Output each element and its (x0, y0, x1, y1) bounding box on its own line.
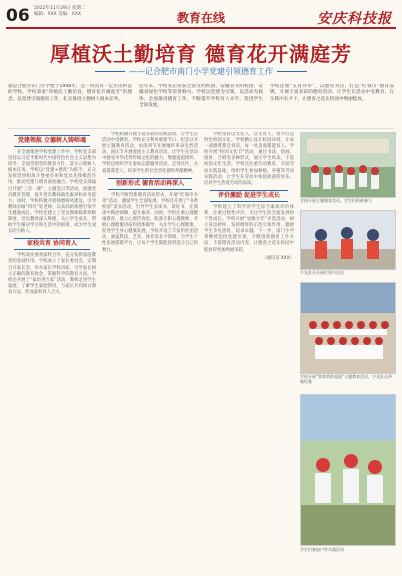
intro-column: 都是合肥市东门小学建于1948年，是一所具有一定历史积淀的学校。学校秉承“厚植沃土勤培育，德育花开满庭芳”的理念，以党建引领德育工作，扎实推进立德树人根本任务。 (8, 84, 132, 102)
section-subtitle (210, 190, 288, 202)
article-column-2 (102, 132, 198, 570)
body-text: 学校不断创新德育活动形式，开展“红领巾争章”活动，激励学生全面发展。学校还开展了“书香校园”读书活动，引导学生多读书、读好书，在阅读中陶冶情操、提升素养。同时，学校注重心理健康教育，建立心理咨询室，配备专职心理教师，开展心理健康讲座和团体辅导，关注学生心理健康，促进学生身心健康发展。学校开设了丰富的社团活动，涵盖科技、艺术、体育等多个领域，为学生个性发展搭建平台，让每个学生都能找到适合自己的舞台。 (102, 192, 198, 253)
article-headline: 厚植沃土勤培育 德育花开满庭芳 (50, 42, 352, 66)
page-header (0, 0, 402, 30)
body-text: 在全面推进学校党建工作中，学校党支部坚持以习近平新时代中国特色社会主义思想为指导，全面贯彻党的教育方针，落实立德树人根本任务。学校以“党建+德育”为抓手，充分发挥党组织战斗堡垒作用和党员先锋模范作用，推动党建与德育深度融合。学校党支部通过开展“三会一课”、主题党日等活动，加强党员教育管理，提升党员教师政治素养和业务能力。同时，学校积极开展师德师风建设，引导教师争做“四有”好老师，以高尚的师德引领学生健康成长。学校还建立了党员教师联系班级制度，党员教师深入班级，关心学生成长，帮助学生解决学习和生活中的困难，成为学生成长的引路人。 (8, 150, 96, 235)
intro-column: 学校注重“五育并举”，以德育为首，打造“红领巾”德育品牌，开展丰富多彩的德育活动，让学生在活动中受教育、在实践中长才干，让德育之花在校园中绚丽绽放。 (270, 84, 394, 102)
body-text: 学校积极开展丰富多彩的实践活动，让学生在活动中受教育。学校充分利用重要节日、纪念日开展主题教育活动，如清明节开展缅怀革命先烈活动，国庆节开展爱国主义教育活动，让学生在活动中感受中华优秀传统文化的魅力，增强爱国情怀。学校还组织学生参加志愿服务活动，走进社区，关爱孤寡老人，培养学生的社会责任感和奉献精神。 (102, 132, 198, 174)
section-subtitle (108, 178, 192, 190)
editor-line: 编辑：XXX 美编：XXX (34, 12, 81, 17)
page-number: 06 (6, 6, 30, 26)
photo-students (300, 210, 396, 270)
divider (8, 128, 394, 129)
section-subtitle (14, 238, 90, 250)
article-subhead: ——记合肥市南门小学党建引领德育工作 (0, 66, 402, 77)
body-text: 学校高度重视家校合作，充分发挥家庭教育的基础作用。学校成立了家长委员会，定期召开家长会，举办家长学校讲座，引导家长树立正确的教育观念，掌握科学的教育方法。学校还开展了“家访进万家”活动，教师走进学生家庭，了解学生家庭情况，与家长共同探讨教育方法，形成家校育人合力。 (8, 253, 96, 295)
photo-caption: 学校开展“我和我的祖国”主题教育活动，少先队员齐唱红歌 (300, 374, 393, 384)
byline: （通讯员 XXX） (262, 255, 294, 261)
body-text: 学校建立了科学的学生综合素质评价体系，注重过程性评价，关注学生的全面发展和个性成长。学校开展“星级少年”评选活动，树立身边榜样，发挥榜样的示范引领作用，激励学生争先创优、追求卓越。下一步，南门小学将继续坚持党建引领，不断创新德育工作方法，丰富德育活动内容，让德育之花在校园中绽放得更加绚丽多彩。 (204, 204, 294, 253)
photo-outdoor (300, 394, 396, 546)
section-subtitle (14, 135, 90, 147)
subtitle-text: 家校共育 协同育人 (26, 240, 78, 248)
subtitle-text: 创新形式 德育活动再深入 (115, 179, 185, 187)
subtitle-text: 党建领航 立德树人铸师魂 (17, 137, 87, 144)
section-title: 教育在线 (176, 11, 225, 25)
photo-choir (300, 282, 396, 374)
body-text: 学校坚持以文化人，以文育人，着力打造特色校园文化。学校精心设计校园环境，让每一面墙壁都会说话，每一处景观都能育人。学校开展“校园文化节”活动，通过书法、绘画、演讲、合唱等多种形式，展示学生风采，丰富校园文化生活。学校还注重劳动教育，开辟劳动实践基地，组织学生参加种植、养殖等劳动实践活动，让学生在劳动中体验收获的快乐，培养学生热爱劳动的品质。 (204, 132, 294, 186)
photo-caption: 少先队员开展红领巾活动 (300, 270, 344, 275)
photo-caption: 学校开展主题德育活动，学生们积极参与 (300, 198, 372, 203)
article-column-3 (204, 132, 294, 570)
subtitle-text: 评价激励 促进学生成长 (217, 191, 281, 199)
issue-date: 2022年11月29日 星期二 (34, 6, 86, 11)
article-column-1 (8, 132, 96, 570)
article-intro (8, 84, 394, 124)
intro-column: 近年来，学校先后荣获全国文明校园、安徽省文明校园、安徽省绿色学校等荣誉称号。学校以党建为引领，以活动为载体，全面推进德育工作，不断提升学校育人水平，促进学生全面发展。 (139, 84, 263, 108)
header-divider (6, 27, 396, 29)
newspaper-masthead: 安庆科技报 (317, 11, 392, 27)
photo-group-activity (300, 132, 396, 198)
photo-caption: 学生们参加户外实践活动 (300, 547, 344, 552)
